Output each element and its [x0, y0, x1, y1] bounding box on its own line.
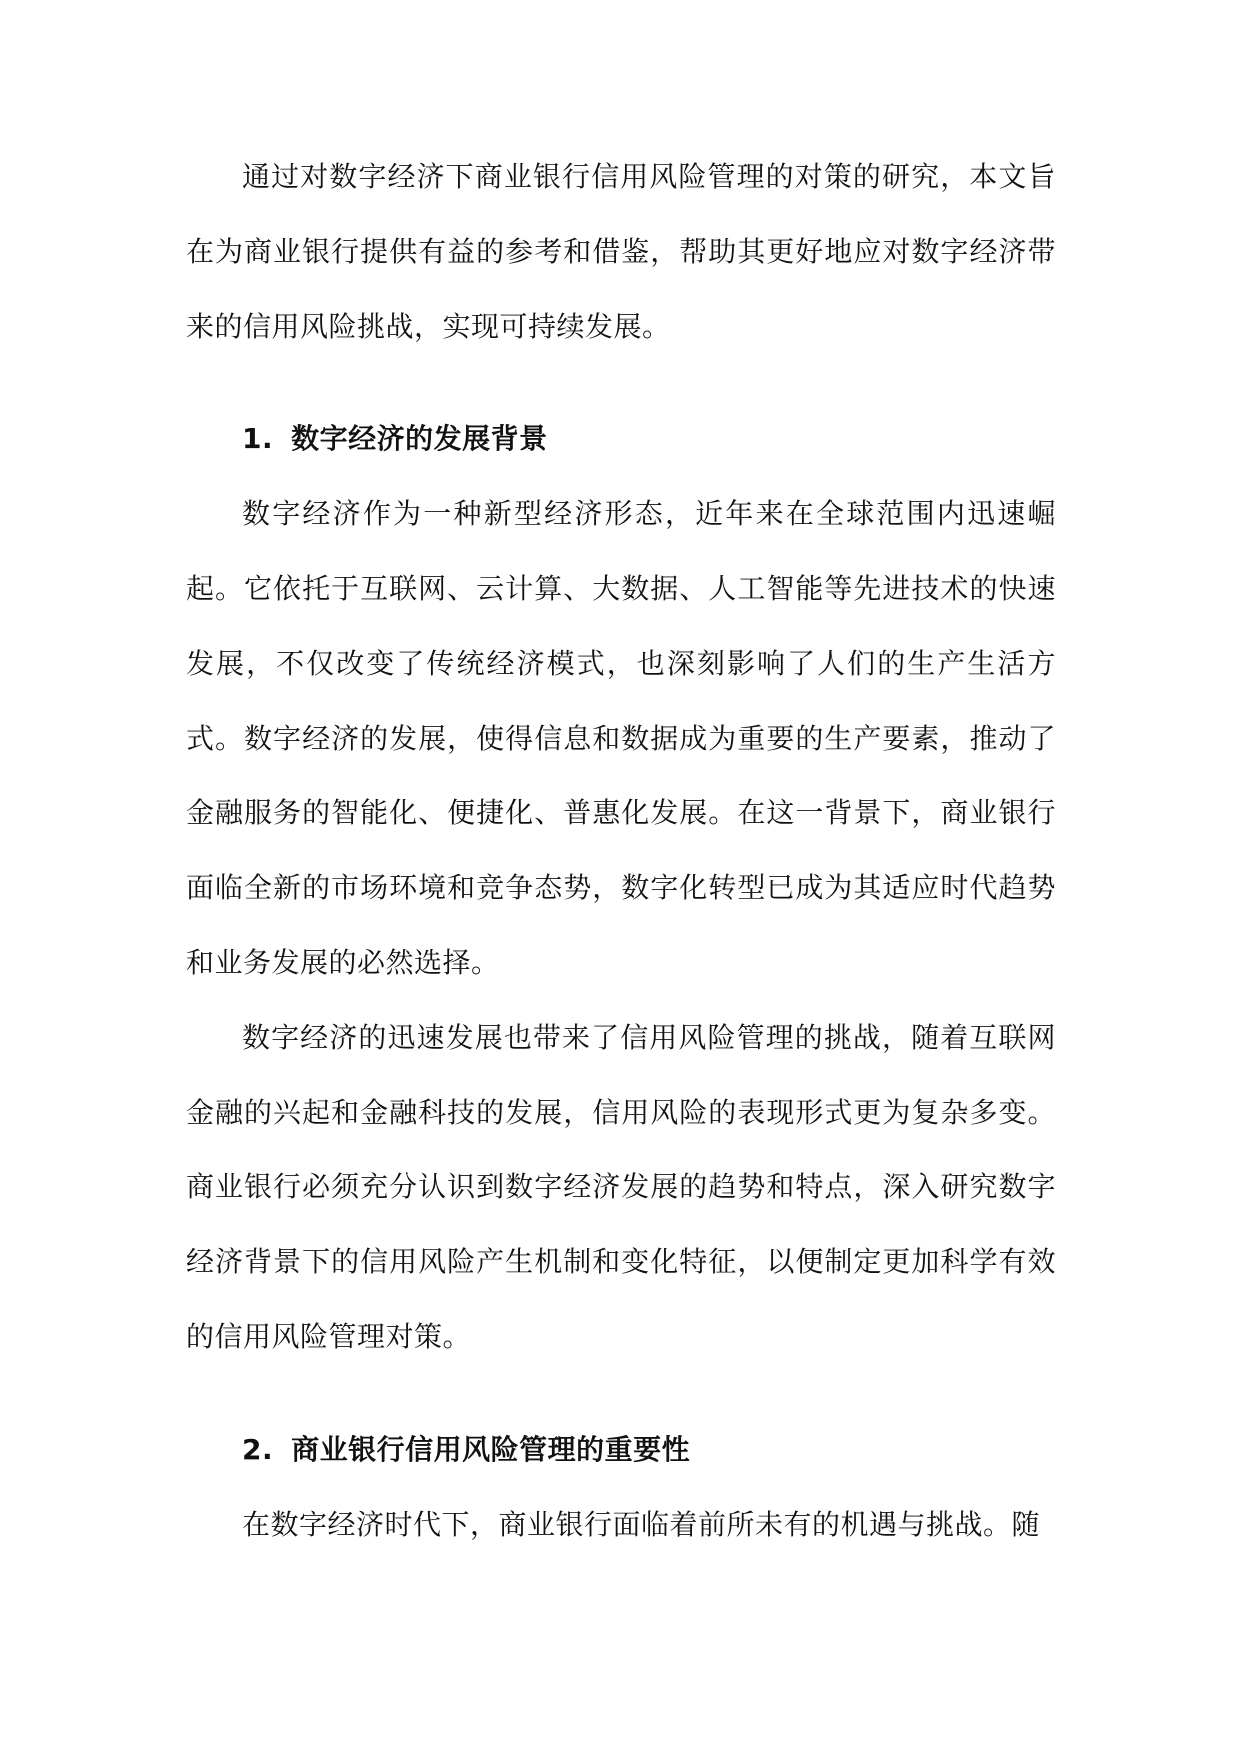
section-heading-2 — [186, 1413, 1056, 1488]
section-heading-1 — [186, 402, 1056, 477]
section-spacer — [186, 364, 1056, 402]
document-body — [186, 140, 1056, 1562]
section-1-paragraph-2: 数字经济的迅速发展也带来了信用风险管理的挑战，随着互联网金融的兴起和金融科技的发展，信用风险的表现形式更为复杂多变。商业银行必须充分认识到数字经济发展的趋势和特点，深入研究数字经济背景下的信用风险产生机制和变化特征，以便制定更加科学有效的信用风险管理对策。 — [186, 1020, 1056, 1353]
section-1-paragraph-1: 数字经济作为一种新型经济形态，近年来在全球范围内迅速崛起。它依托于互联网、云计算、大数据、人工智能等先进技术的快速发展，不仅改变了传统经济模式，也深刻影响了人们的生产生活方式。数字经济的发展，使得信息和数据成为重要的生产要素，推动了金融服务的智能化、便捷化、普惠化发展。在这一背景下，商业银行面临全新的市场环境和竞争态势，数字化转型已成为其适应时代趋势和业务发展的必然选择。 — [186, 497, 1056, 979]
section-2-paragraph-1: 在数字经济时代下，商业银行面临着前所未有的机遇与挑战。随 — [242, 1507, 1041, 1541]
section-title: 数字经济的发展背景 — [291, 422, 548, 456]
section-title: 商业银行信用风险管理的重要性 — [291, 1432, 691, 1466]
section-spacer — [186, 1375, 1056, 1413]
section-number: 2. — [242, 1432, 274, 1466]
intro-paragraph: 通过对数字经济下商业银行信用风险管理的对策的研究，本文旨在为商业银行提供有益的参考和借鉴，帮助其更好地应对数字经济带来的信用风险挑战，实现可持续发展。 — [186, 160, 1056, 343]
section-number: 1. — [242, 422, 274, 456]
